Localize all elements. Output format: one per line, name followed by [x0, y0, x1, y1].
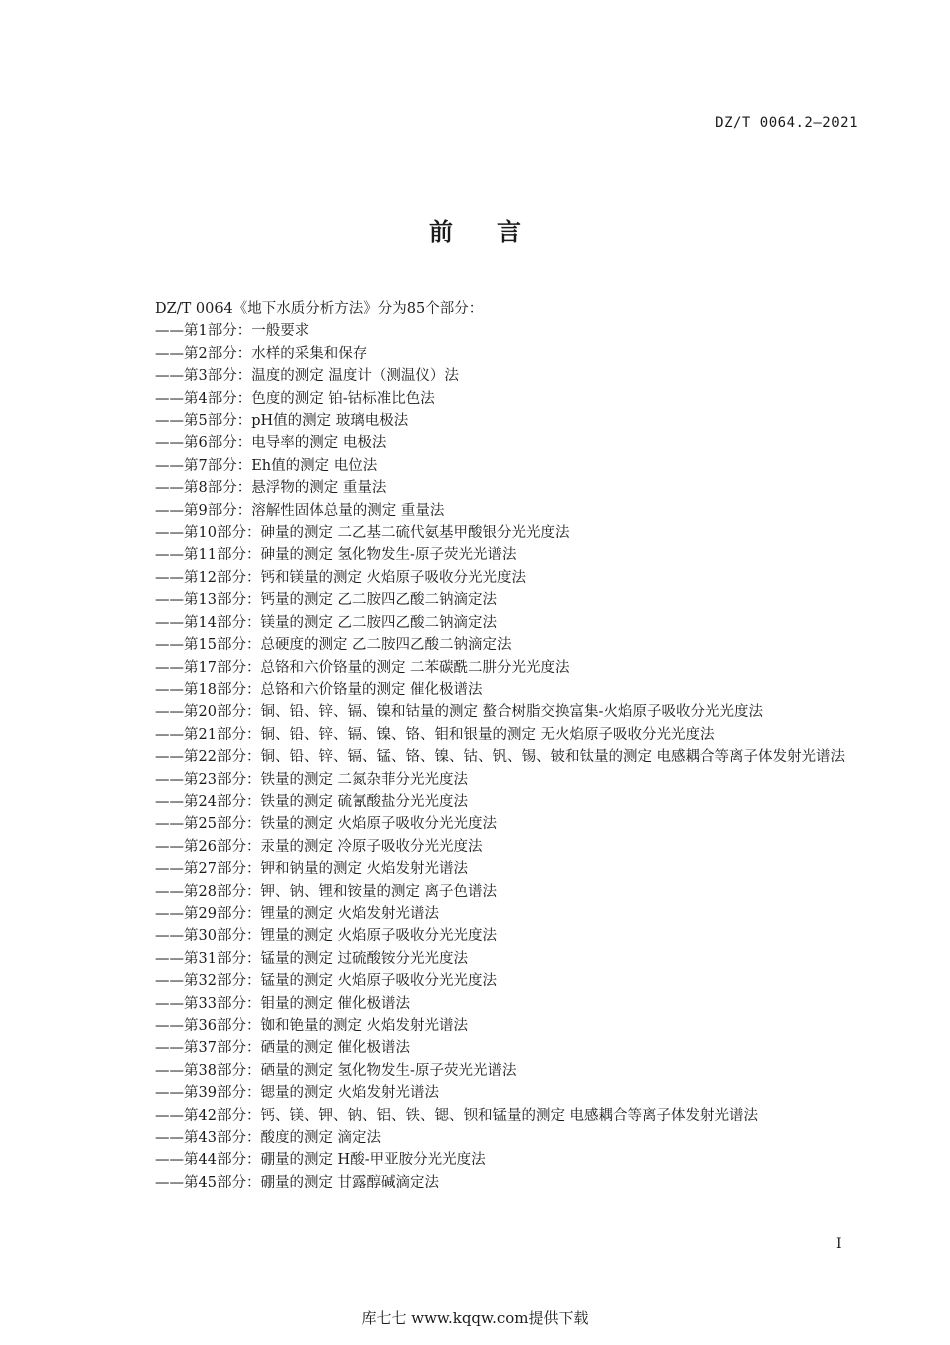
list-item: ——第32部分：锰量的测定 火焰原子吸收分光光度法: [155, 973, 498, 990]
list-item: ——第14部分：镁量的测定 乙二胺四乙酸二钠滴定法: [155, 614, 498, 631]
list-item: ——第5部分：pH值的测定 玻璃电极法: [155, 413, 409, 430]
list-item: ——第23部分：铁量的测定 二氮杂菲分光光度法: [155, 771, 469, 788]
list-item: ——第39部分：锶量的测定 火焰发射光谱法: [155, 1085, 440, 1102]
list-item: ——第24部分：铁量的测定 硫氰酸盐分光光度法: [155, 793, 469, 810]
list-item: ——第31部分：锰量的测定 过硫酸铵分光光度法: [155, 950, 469, 967]
list-item: ——第3部分：温度的测定 温度计（测温仪）法: [155, 368, 459, 385]
list-item: ——第8部分：悬浮物的测定 重量法: [155, 480, 387, 497]
list-item: ——第15部分：总硬度的测定 乙二胺四乙酸二钠滴定法: [155, 637, 512, 654]
list-item: ——第28部分：钾、钠、锂和铵量的测定 离子色谱法: [155, 883, 498, 900]
list-item: ——第30部分：锂量的测定 火焰原子吸收分光光度法: [155, 928, 498, 945]
list-item: ——第43部分：酸度的测定 滴定法: [155, 1130, 382, 1147]
list-item: ——第13部分：钙量的测定 乙二胺四乙酸二钠滴定法: [155, 592, 498, 609]
list-item: ——第29部分：锂量的测定 火焰发射光谱法: [155, 905, 440, 922]
list-item: ——第45部分：硼量的测定 甘露醇碱滴定法: [155, 1174, 440, 1191]
list-item: ——第17部分：总铬和六价铬量的测定 二苯碳酰二肼分光光度法: [155, 659, 570, 676]
list-item: ——第44部分：硼量的测定 H酸-甲亚胺分光光度法: [155, 1152, 486, 1169]
list-item: ——第20部分：铜、铅、锌、镉、镍和钴量的测定 螯合树脂交换富集-火焰原子吸收分光光度法: [155, 704, 763, 721]
list-item: ——第22部分：铜、铅、锌、镉、锰、铬、镍、钴、钒、锡、铍和钛量的测定 电感耦合等离子体发射光谱法: [155, 749, 846, 766]
list-item: ——第4部分：色度的测定 铂-钴标准比色法: [155, 390, 435, 407]
list-item: ——第36部分：铷和铯量的测定 火焰发射光谱法: [155, 1018, 469, 1034]
list-item: ——第1部分：一般要求: [155, 323, 310, 340]
document-code: DZ/T 0064.2—2021: [715, 115, 858, 131]
list-item: ——第2部分：水样的采集和保存: [155, 345, 368, 362]
footer-watermark: 库七七 www.kqqw.com提供下载: [361, 1309, 589, 1327]
list-item: ——第25部分：铁量的测定 火焰原子吸收分光光度法: [155, 816, 498, 833]
list-item: ——第9部分：溶解性固体总量的测定 重量法: [155, 502, 445, 519]
page-number: I: [836, 1236, 842, 1252]
list-item: ——第42部分：钙、镁、钾、钠、铝、铁、锶、钡和锰量的测定 电感耦合等离子体发射光谱法: [155, 1107, 759, 1124]
list-item: ——第38部分：硒量的测定 氢化物发生-原子荧光光谱法: [155, 1062, 517, 1079]
list-item: ——第18部分：总铬和六价铬量的测定 催化极谱法: [155, 681, 483, 698]
list-item: ——第12部分：钙和镁量的测定 火焰原子吸收分光光度法: [155, 569, 527, 586]
list-item: ——第21部分：铜、铅、锌、镉、镍、铬、钼和银量的测定 无火焰原子吸收分光光度法: [155, 726, 715, 743]
list-item: ——第7部分：Eh值的测定 电位法: [155, 457, 378, 474]
foreword-body: [113, 298, 865, 1194]
list-item: ——第10部分：砷量的测定 二乙基二硫代氨基甲酸银分光光度法: [155, 525, 570, 542]
page-title: 前言: [429, 218, 565, 246]
list-item: ——第26部分：汞量的测定 冷原子吸收分光光度法: [155, 838, 483, 855]
list-item: ——第6部分：电导率的测定 电极法: [155, 435, 387, 452]
list-item: ——第37部分：硒量的测定 催化极谱法: [155, 1040, 411, 1057]
list-item: ——第11部分：砷量的测定 氢化物发生-原子荧光光谱法: [155, 547, 517, 564]
list-item: ——第33部分：钼量的测定 催化极谱法: [155, 995, 411, 1012]
list-item: ——第27部分：钾和钠量的测定 火焰发射光谱法: [155, 861, 469, 878]
parts-list: [113, 320, 865, 1194]
intro-paragraph: DZ/T 0064《地下水质分析方法》分为85个部分：: [155, 301, 484, 317]
